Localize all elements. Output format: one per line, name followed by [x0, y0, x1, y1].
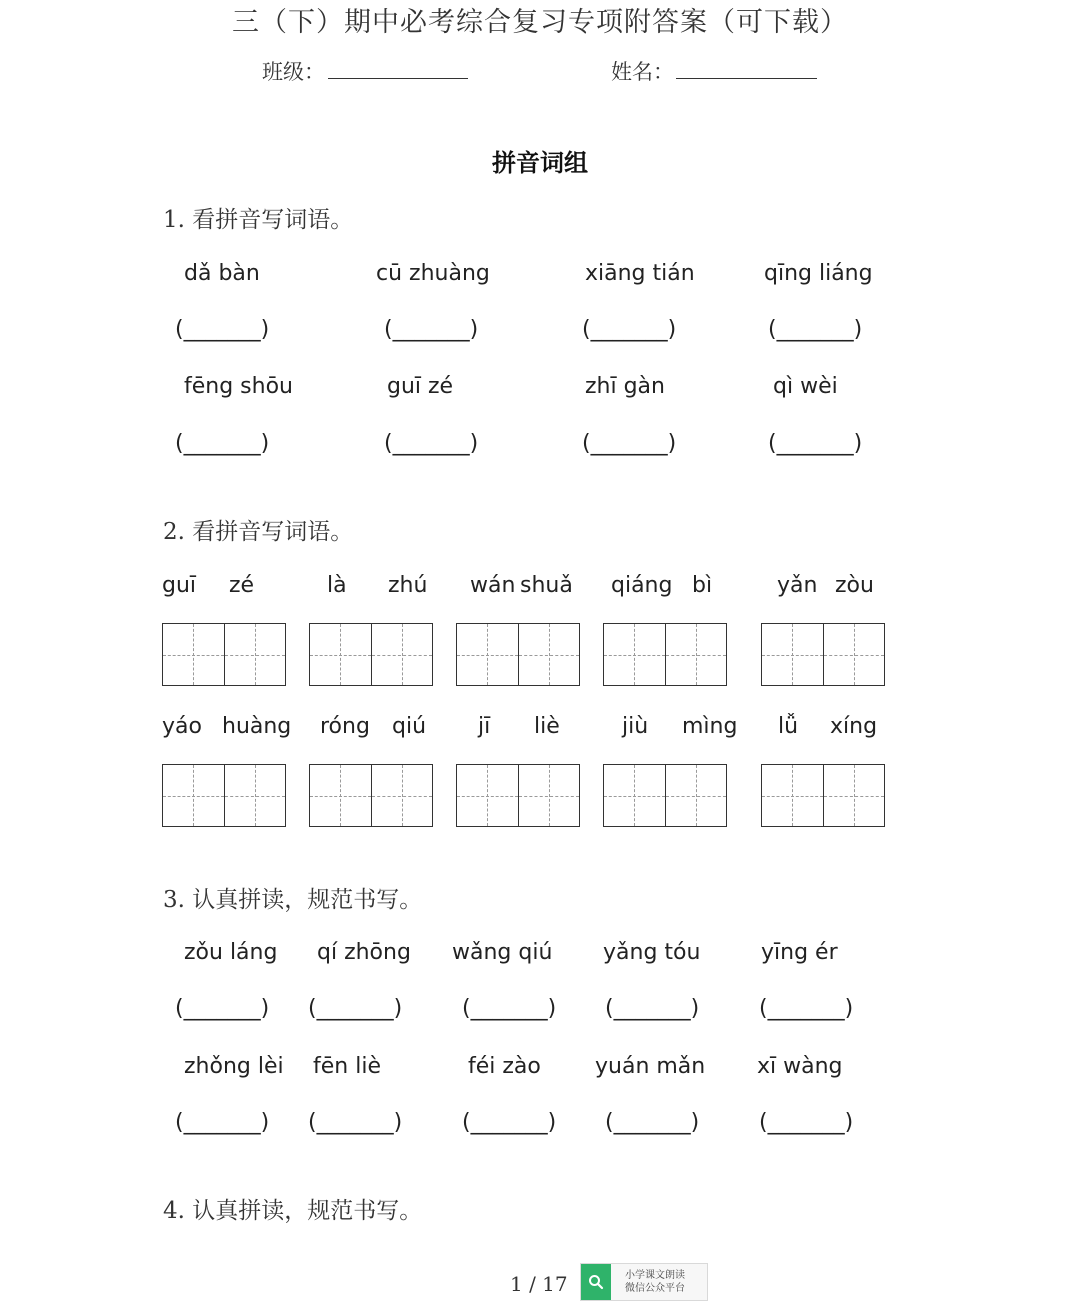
- writing-grid[interactable]: [309, 764, 433, 827]
- q2-pinyin: zé: [229, 573, 255, 598]
- q1-answer-blank[interactable]: (_______): [582, 431, 677, 456]
- q3-answer-blank[interactable]: (_______): [308, 1110, 403, 1135]
- class-label: 班级：: [262, 60, 325, 84]
- q3-pinyin: yuán mǎn: [595, 1054, 706, 1079]
- q1-answer-blank[interactable]: (_______): [175, 431, 270, 456]
- q3-pinyin: fēn liè: [313, 1054, 381, 1079]
- q2-pinyin: bì: [692, 573, 713, 598]
- q3-answer-blank[interactable]: (_______): [462, 996, 557, 1021]
- q2-pinyin: yǎn: [777, 573, 818, 598]
- q1-answer-blank[interactable]: (_______): [768, 431, 863, 456]
- q1-pinyin: xiāng tián: [585, 261, 695, 286]
- q3-answer-blank[interactable]: (_______): [462, 1110, 557, 1135]
- q3-pinyin: xī wàng: [757, 1054, 843, 1079]
- q3-answer-blank[interactable]: (_______): [605, 996, 700, 1021]
- q2-pinyin: qiú: [392, 714, 427, 739]
- q2-pinyin: là: [327, 573, 347, 598]
- q3-answer-blank[interactable]: (_______): [175, 1110, 270, 1135]
- q1-answer-blank[interactable]: (_______): [384, 317, 479, 342]
- search-icon: [581, 1264, 611, 1300]
- document-title: 三（下）期中必考综合复习专项附答案（可下载）: [232, 7, 848, 38]
- q3-pinyin: féi zào: [468, 1054, 541, 1079]
- question-2-title: 2. 看拼音写词语。: [163, 519, 354, 545]
- q2-pinyin: róng: [320, 714, 370, 739]
- q1-answer-blank[interactable]: (_______): [384, 431, 479, 456]
- writing-grid[interactable]: [603, 764, 727, 827]
- q2-pinyin: mìng: [682, 714, 738, 739]
- class-blank-line[interactable]: [328, 78, 468, 79]
- q1-answer-blank[interactable]: (_______): [582, 317, 677, 342]
- writing-grid[interactable]: [761, 764, 885, 827]
- q1-pinyin: dǎ bàn: [184, 261, 260, 286]
- page-number: 1 / 17: [510, 1272, 568, 1296]
- q3-answer-blank[interactable]: (_______): [175, 996, 270, 1021]
- writing-grid[interactable]: [456, 764, 580, 827]
- question-3-title: 3. 认真拼读，规范书写。: [163, 887, 423, 913]
- q1-pinyin: qì wèi: [773, 374, 838, 399]
- name-blank-line[interactable]: [676, 78, 817, 79]
- q1-pinyin: zhī gàn: [585, 374, 665, 399]
- q3-answer-blank[interactable]: (_______): [759, 996, 854, 1021]
- q2-pinyin: shuǎ: [520, 573, 573, 598]
- q1-pinyin: qīng liáng: [764, 261, 873, 286]
- writing-grid[interactable]: [162, 623, 286, 686]
- q1-pinyin: cū zhuàng: [376, 261, 490, 286]
- name-label: 姓名：: [611, 60, 674, 84]
- watermark-badge: [580, 1263, 708, 1301]
- q2-pinyin: zòu: [835, 573, 874, 598]
- q1-pinyin: fēng shōu: [184, 374, 293, 399]
- q3-answer-blank[interactable]: (_______): [308, 996, 403, 1021]
- writing-grid[interactable]: [309, 623, 433, 686]
- q2-pinyin: zhú: [388, 573, 428, 598]
- watermark-line-2: 微信公众平台: [625, 1283, 685, 1294]
- q1-answer-blank[interactable]: (_______): [768, 317, 863, 342]
- watermark-line-1: 小学课文朗读: [625, 1270, 685, 1281]
- q3-pinyin: wǎng qiú: [452, 940, 553, 965]
- q2-pinyin: wán: [470, 573, 516, 598]
- q2-pinyin: lǚ: [778, 714, 799, 739]
- q3-answer-blank[interactable]: (_______): [605, 1110, 700, 1135]
- q2-pinyin: huàng: [222, 714, 292, 739]
- section-title: 拼音词组: [492, 148, 588, 177]
- q3-pinyin: yǎng tóu: [603, 940, 701, 965]
- writing-grid[interactable]: [761, 623, 885, 686]
- q2-pinyin: liè: [534, 714, 560, 739]
- q3-pinyin: zǒu láng: [184, 940, 278, 965]
- q3-pinyin: yīng ér: [761, 940, 838, 965]
- q3-answer-blank[interactable]: (_______): [759, 1110, 854, 1135]
- q2-pinyin: guī: [162, 573, 197, 598]
- q2-pinyin: jiù: [622, 714, 649, 739]
- writing-grid[interactable]: [456, 623, 580, 686]
- q3-pinyin: zhǒng lèi: [184, 1054, 284, 1079]
- q2-pinyin: qiáng: [611, 573, 673, 598]
- q1-pinyin: guī zé: [387, 374, 454, 399]
- q2-pinyin: xíng: [830, 714, 878, 739]
- q1-answer-blank[interactable]: (_______): [175, 317, 270, 342]
- q3-pinyin: qí zhōng: [317, 940, 411, 965]
- q2-pinyin: yáo: [162, 714, 202, 739]
- question-1-title: 1. 看拼音写词语。: [163, 207, 354, 233]
- writing-grid[interactable]: [162, 764, 286, 827]
- question-4-title: 4. 认真拼读，规范书写。: [163, 1198, 423, 1224]
- writing-grid[interactable]: [603, 623, 727, 686]
- q2-pinyin: jī: [478, 714, 491, 739]
